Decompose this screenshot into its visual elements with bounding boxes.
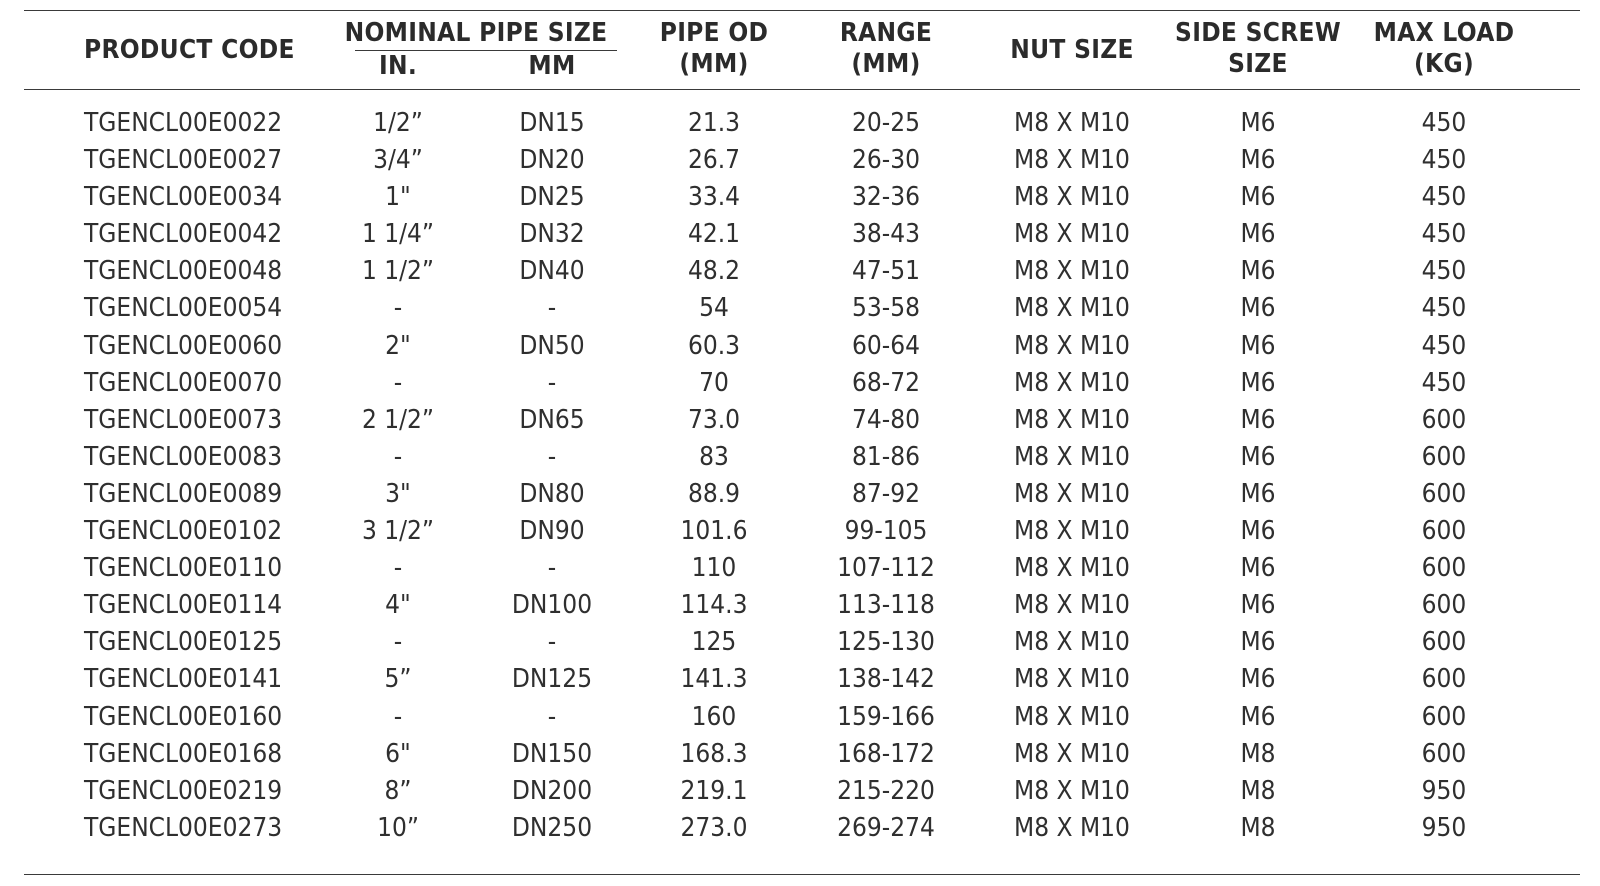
cell-pipe-od: 125 (691, 627, 737, 658)
cell-product-code-wrap (84, 289, 344, 327)
cell-nominal-in: - (393, 441, 403, 472)
cell-range: 159-166 (837, 701, 935, 732)
cell-nominal-mm: DN125 (511, 664, 593, 695)
cell-nominal-mm: DN100 (511, 590, 593, 621)
cell-nut-size: M8 X M10 (1014, 145, 1130, 176)
cell-nut-size: M8 X M10 (1014, 664, 1130, 695)
cell-product-code: TGENCL00E0034 (84, 182, 283, 213)
cell-nominal-mm: - (547, 553, 557, 584)
cell-product-code: TGENCL00E0114 (84, 590, 283, 621)
table-bottom-rule (24, 874, 1580, 875)
cell-nominal-in: 4" (385, 590, 411, 621)
cell-product-code: TGENCL00E0273 (84, 812, 283, 843)
table-row (0, 735, 1600, 772)
cell-pipe-od: 219.1 (680, 775, 748, 806)
table-row (0, 809, 1600, 846)
cell-product-code: TGENCL00E0083 (84, 441, 283, 472)
cell-side-screw: M6 (1240, 219, 1276, 250)
cell-nut-size: M8 X M10 (1014, 256, 1130, 287)
cell-side-screw: M6 (1240, 664, 1276, 695)
header-product-code: PRODUCT CODE (84, 35, 295, 65)
header-pipe-od-line2: (MM) (679, 49, 749, 79)
cell-product-code: TGENCL00E0168 (84, 738, 283, 769)
cell-nominal-in: 1 1/4” (361, 219, 435, 250)
cell-nominal-mm: DN200 (511, 775, 593, 806)
cell-pipe-od: 33.4 (687, 182, 741, 213)
table-row (0, 549, 1600, 586)
cell-product-code-wrap (84, 809, 344, 847)
cell-pipe-od: 70 (699, 367, 729, 398)
table-row (0, 512, 1600, 549)
cell-product-code: TGENCL00E0060 (84, 330, 283, 361)
cell-nominal-in: - (393, 553, 403, 584)
cell-product-code-wrap (84, 141, 344, 179)
header-range-line2: (MM) (851, 49, 921, 79)
table-row (0, 215, 1600, 252)
cell-range: 168-172 (837, 738, 935, 769)
cell-product-code: TGENCL00E0048 (84, 256, 283, 287)
cell-nominal-in: - (393, 293, 403, 324)
cell-nut-size: M8 X M10 (1014, 219, 1130, 250)
cell-nominal-mm: DN90 (519, 516, 585, 547)
cell-pipe-od: 26.7 (687, 145, 741, 176)
cell-side-screw: M8 (1240, 812, 1276, 843)
cell-pipe-od: 73.0 (687, 404, 741, 435)
cell-product-code-wrap (84, 475, 344, 513)
cell-nominal-in: 1 1/2” (361, 256, 435, 287)
cell-max-load: 950 (1421, 812, 1467, 843)
cell-nut-size: M8 X M10 (1014, 108, 1130, 138)
cell-nominal-mm: DN20 (519, 145, 585, 176)
cell-product-code-wrap (84, 623, 344, 661)
cell-nut-size: M8 X M10 (1014, 516, 1130, 547)
table-row (0, 698, 1600, 735)
cell-nominal-in: 1/2” (373, 108, 423, 138)
cell-pipe-od: 114.3 (680, 590, 748, 621)
table-row (0, 475, 1600, 512)
cell-nominal-in: 8” (384, 775, 412, 806)
cell-nominal-in: 3" (385, 478, 411, 509)
cell-nominal-mm: DN150 (511, 738, 593, 769)
cell-max-load: 450 (1421, 330, 1467, 361)
cell-side-screw: M6 (1240, 627, 1276, 658)
cell-product-code: TGENCL00E0110 (84, 553, 283, 584)
cell-nut-size: M8 X M10 (1014, 441, 1130, 472)
header-nominal-pipe-size: NOMINAL PIPE SIZE (344, 18, 608, 48)
cell-pipe-od: 101.6 (680, 516, 748, 547)
table-row (0, 660, 1600, 697)
cell-pipe-od: 60.3 (687, 330, 741, 361)
table-row (0, 772, 1600, 809)
cell-range: 20-25 (852, 108, 920, 138)
cell-range: 87-92 (852, 478, 920, 509)
cell-nominal-in: - (393, 367, 403, 398)
cell-range: 99-105 (844, 516, 928, 547)
cell-nut-size: M8 X M10 (1014, 627, 1130, 658)
cell-nominal-in: 3/4” (373, 145, 423, 176)
cell-product-code-wrap (84, 438, 344, 476)
cell-range: 107-112 (837, 553, 935, 584)
cell-pipe-od: 110 (691, 553, 737, 584)
cell-side-screw: M6 (1240, 553, 1276, 584)
cell-pipe-od: 168.3 (680, 738, 748, 769)
cell-product-code-wrap (84, 586, 344, 624)
table-row (0, 178, 1600, 215)
cell-product-code-wrap (84, 772, 344, 810)
cell-nominal-mm: DN80 (519, 478, 585, 509)
cell-nominal-mm: DN40 (519, 256, 585, 287)
table-row (0, 289, 1600, 326)
cell-side-screw: M6 (1240, 367, 1276, 398)
cell-nut-size: M8 X M10 (1014, 738, 1130, 769)
cell-product-code-wrap (84, 698, 344, 736)
cell-product-code: TGENCL00E0141 (84, 664, 283, 695)
cell-product-code: TGENCL00E0102 (84, 516, 283, 547)
cell-product-code-wrap (84, 364, 344, 402)
cell-side-screw: M6 (1240, 293, 1276, 324)
table-row (0, 104, 1600, 141)
cell-product-code-wrap (84, 512, 344, 550)
cell-max-load: 600 (1421, 516, 1467, 547)
cell-nut-size: M8 X M10 (1014, 330, 1130, 361)
table-row (0, 438, 1600, 475)
cell-range: 138-142 (837, 664, 935, 695)
table-row (0, 252, 1600, 289)
cell-nut-size: M8 X M10 (1014, 404, 1130, 435)
cell-max-load: 600 (1421, 590, 1467, 621)
cell-nut-size: M8 X M10 (1014, 553, 1130, 584)
cell-nut-size: M8 X M10 (1014, 478, 1130, 509)
cell-side-screw: M6 (1240, 108, 1276, 138)
cell-product-code: TGENCL00E0160 (84, 701, 283, 732)
cell-pipe-od: 273.0 (680, 812, 748, 843)
cell-max-load: 600 (1421, 478, 1467, 509)
cell-nut-size: M8 X M10 (1014, 367, 1130, 398)
cell-max-load: 600 (1421, 441, 1467, 472)
table-body (0, 104, 1600, 846)
cell-pipe-od: 21.3 (687, 108, 741, 138)
cell-max-load: 450 (1421, 108, 1467, 138)
cell-pipe-od: 83 (699, 441, 729, 472)
cell-side-screw: M6 (1240, 441, 1276, 472)
cell-nominal-in: - (393, 701, 403, 732)
cell-side-screw: M6 (1240, 182, 1276, 213)
cell-max-load: 600 (1421, 701, 1467, 732)
cell-product-code-wrap (84, 327, 344, 365)
cell-product-code-wrap (84, 735, 344, 773)
table-row (0, 364, 1600, 401)
cell-side-screw: M6 (1240, 478, 1276, 509)
cell-max-load: 600 (1421, 664, 1467, 695)
cell-range: 113-118 (837, 590, 935, 621)
cell-nominal-mm: - (547, 441, 557, 472)
cell-product-code: TGENCL00E0089 (84, 478, 283, 509)
cell-side-screw: M6 (1240, 256, 1276, 287)
cell-product-code: TGENCL00E0022 (84, 108, 283, 138)
cell-nut-size: M8 X M10 (1014, 775, 1130, 806)
table-row (0, 623, 1600, 660)
cell-nut-size: M8 X M10 (1014, 293, 1130, 324)
cell-side-screw: M6 (1240, 404, 1276, 435)
cell-range: 60-64 (852, 330, 920, 361)
cell-nominal-mm: DN50 (519, 330, 585, 361)
cell-nut-size: M8 X M10 (1014, 812, 1130, 843)
cell-nominal-in: 2 1/2” (361, 404, 435, 435)
cell-range: 125-130 (837, 627, 935, 658)
cell-product-code-wrap (84, 178, 344, 216)
cell-side-screw: M6 (1240, 145, 1276, 176)
cell-nominal-in: - (393, 627, 403, 658)
header-max-load-line1: MAX LOAD (1373, 18, 1515, 48)
cell-product-code-wrap (84, 549, 344, 587)
cell-max-load: 450 (1421, 367, 1467, 398)
header-nut-size: NUT SIZE (1010, 35, 1134, 65)
cell-max-load: 450 (1421, 256, 1467, 287)
cell-product-code: TGENCL00E0125 (84, 627, 283, 658)
cell-nominal-mm: DN250 (511, 812, 593, 843)
header-range-line1: RANGE (839, 18, 933, 48)
cell-nominal-in: 10” (377, 812, 419, 843)
table-row (0, 141, 1600, 178)
cell-pipe-od: 160 (691, 701, 737, 732)
cell-pipe-od: 141.3 (680, 664, 748, 695)
cell-range: 47-51 (852, 256, 920, 287)
cell-side-screw: M8 (1240, 775, 1276, 806)
cell-side-screw: M6 (1240, 701, 1276, 732)
cell-side-screw: M6 (1240, 590, 1276, 621)
cell-max-load: 450 (1421, 293, 1467, 324)
header-in: IN. (378, 51, 418, 81)
cell-range: 26-30 (852, 145, 920, 176)
cell-max-load: 450 (1421, 182, 1467, 213)
cell-nominal-in: 1" (385, 182, 411, 213)
cell-side-screw: M8 (1240, 738, 1276, 769)
cell-max-load: 950 (1421, 775, 1467, 806)
table-row (0, 586, 1600, 623)
cell-range: 53-58 (852, 293, 920, 324)
cell-range: 269-274 (837, 812, 935, 843)
cell-product-code: TGENCL00E0070 (84, 367, 283, 398)
cell-pipe-od: 54 (699, 293, 729, 324)
cell-range: 38-43 (852, 219, 920, 250)
cell-nominal-in: 2" (385, 330, 411, 361)
cell-product-code: TGENCL00E0054 (84, 293, 283, 324)
cell-nominal-mm: DN32 (519, 219, 585, 250)
cell-max-load: 450 (1421, 219, 1467, 250)
cell-nominal-in: 3 1/2” (361, 516, 435, 547)
cell-max-load: 600 (1421, 553, 1467, 584)
cell-product-code: TGENCL00E0219 (84, 775, 283, 806)
cell-pipe-od: 42.1 (687, 219, 741, 250)
cell-max-load: 600 (1421, 627, 1467, 658)
header-side-screw-line1: SIDE SCREW (1175, 18, 1341, 48)
cell-nominal-mm: - (547, 367, 557, 398)
cell-nut-size: M8 X M10 (1014, 701, 1130, 732)
table-header-rule (24, 89, 1580, 90)
cell-max-load: 600 (1421, 404, 1467, 435)
cell-product-code: TGENCL00E0027 (84, 145, 283, 176)
cell-range: 68-72 (852, 367, 920, 398)
table-row (0, 401, 1600, 438)
cell-nominal-in: 6" (385, 738, 411, 769)
cell-nominal-mm: DN15 (519, 108, 585, 138)
cell-product-code-wrap (84, 660, 344, 698)
cell-nominal-mm: - (547, 627, 557, 658)
cell-product-code: TGENCL00E0073 (84, 404, 283, 435)
cell-product-code-wrap (84, 401, 344, 439)
cell-product-code: TGENCL00E0042 (84, 219, 283, 250)
cell-range: 74-80 (852, 404, 920, 435)
cell-nominal-mm: DN65 (519, 404, 585, 435)
cell-nominal-mm: DN25 (519, 182, 585, 213)
cell-nominal-mm: - (547, 293, 557, 324)
header-side-screw-line2: SIZE (1228, 49, 1288, 79)
cell-max-load: 450 (1421, 145, 1467, 176)
cell-product-code-wrap (84, 215, 344, 253)
cell-pipe-od: 88.9 (687, 478, 741, 509)
cell-range: 215-220 (837, 775, 935, 806)
cell-pipe-od: 48.2 (687, 256, 741, 287)
cell-product-code-wrap (84, 252, 344, 290)
cell-nominal-in: 5” (384, 664, 412, 695)
table-top-rule (24, 10, 1580, 11)
cell-nominal-mm: - (547, 701, 557, 732)
header-max-load-line2: (KG) (1414, 49, 1474, 79)
cell-side-screw: M6 (1240, 516, 1276, 547)
cell-max-load: 600 (1421, 738, 1467, 769)
cell-range: 81-86 (852, 441, 920, 472)
cell-nut-size: M8 X M10 (1014, 590, 1130, 621)
cell-product-code-wrap (84, 104, 344, 142)
table-row (0, 327, 1600, 364)
cell-nut-size: M8 X M10 (1014, 182, 1130, 213)
header-mm: MM (528, 51, 576, 81)
cell-range: 32-36 (852, 182, 920, 213)
cell-side-screw: M6 (1240, 330, 1276, 361)
header-pipe-od-line1: PIPE OD (659, 18, 769, 48)
